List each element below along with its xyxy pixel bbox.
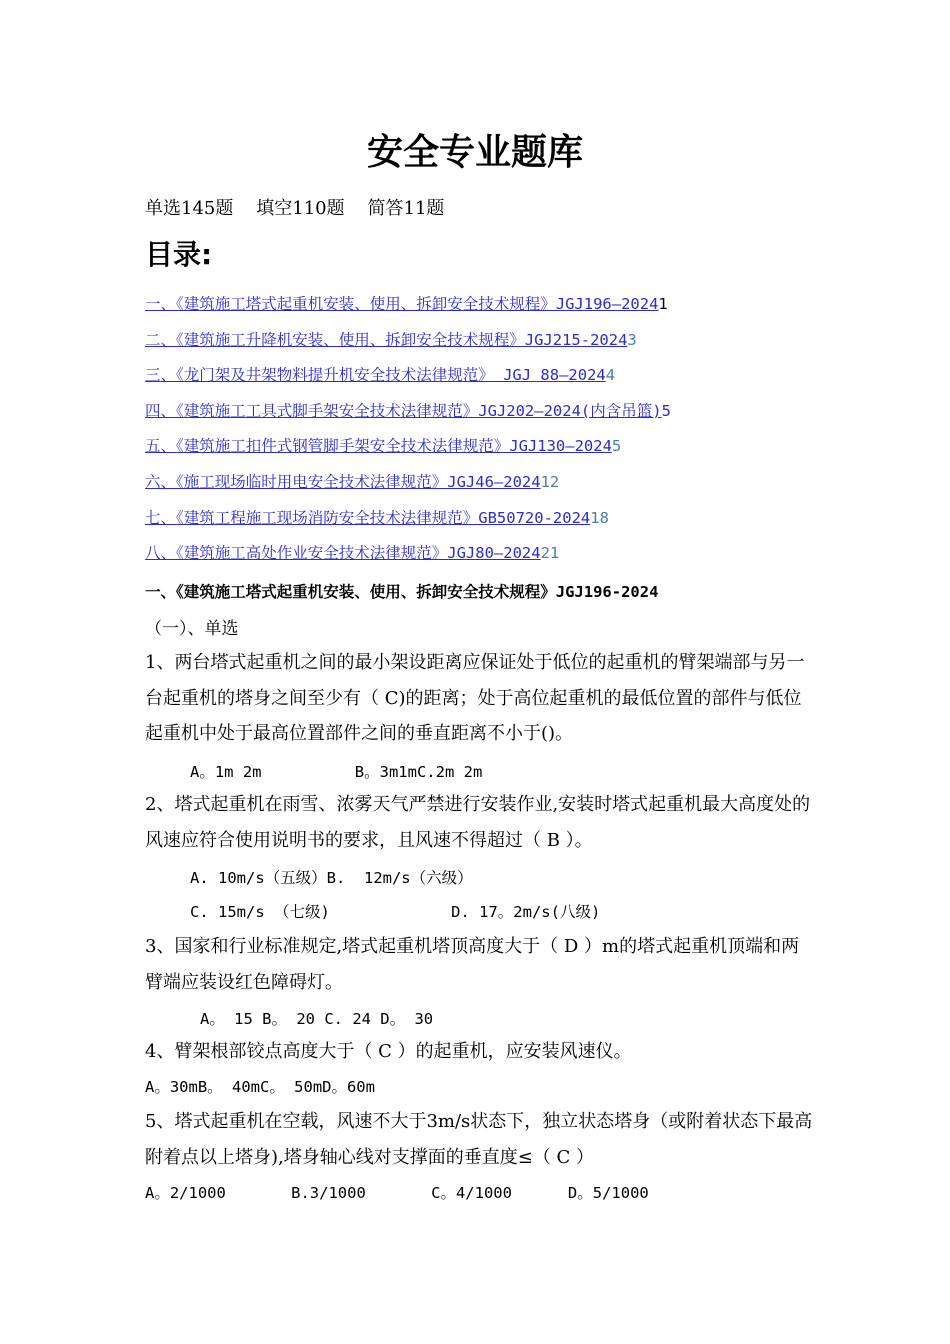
question-5-options: A。2/1000 B.3/1000 C。4/1000 D。5/1000 (145, 1184, 649, 1202)
question-count-summary: 单选145题 填空110题 简答11题 (145, 198, 445, 219)
toc-page-number: 18 (590, 508, 609, 527)
toc-link[interactable]: 三、《龙门架及井架物料提升机安全技术法律规范》 JGJ 88—2024 (145, 366, 606, 385)
question-3-options: A。 15 B。 20 C. 24 D。 30 (200, 1010, 434, 1028)
section-heading: 一、《建筑施工塔式起重机安装、使用、拆卸安全技术规程》JGJ196-2024 (145, 583, 659, 601)
toc-page-number: 3 (627, 330, 637, 349)
question-1-options: A。1m 2m B。3m1mC.2m 2m (190, 763, 483, 781)
toc-link[interactable]: 六、《施工现场临时用电安全技术法律规范》JGJ46—2024 (145, 472, 541, 491)
toc-heading: 目录: (145, 238, 213, 271)
toc-page-number: 5 (661, 401, 671, 420)
toc-page-number: 12 (540, 472, 560, 491)
toc-link[interactable]: 七、《建筑工程施工现场消防安全技术法律规范》GB50720-2024 (145, 508, 591, 527)
toc-entry[interactable] (145, 506, 825, 542)
toc-entry[interactable] (145, 434, 825, 470)
toc-page-number: 1 (658, 295, 668, 313)
toc-link[interactable]: 二、《建筑施工升降机安装、使用、拆卸安全技术规程》JGJ215-2024 (145, 330, 628, 349)
toc-page-number: 5 (611, 437, 622, 456)
question-4-options: A。30mB。 40mC。 50mD。60m (145, 1078, 375, 1096)
page-title: 安全专业题库 (366, 132, 583, 173)
toc-page-number: 4 (605, 366, 616, 385)
toc-link[interactable]: 八、《建筑施工高处作业安全技术法律规范》JGJ80—2024 (145, 544, 541, 563)
toc-entry[interactable] (145, 328, 825, 364)
toc-link[interactable]: 一、《建筑施工塔式起重机安装、使用、拆卸安全技术规程》JGJ196—2024 (145, 295, 659, 313)
table-of-contents (145, 292, 825, 577)
question-2: 2、塔式起重机在雨雪、浓雾天气严禁进行安装作业,安装时塔式起重机最大高度处的风速应符合使用说明书的要求，且风速不得超过（ B ）。 (145, 794, 811, 851)
toc-page-number: 21 (540, 544, 560, 563)
toc-entry[interactable] (145, 363, 825, 399)
question-2-options-row-1: A. 10m/s（五级）B. 12m/s（六级） (190, 869, 473, 887)
toc-link[interactable]: 四、《建筑施工工具式脚手架安全技术法律规范》JGJ202—2024(内含吊篮) (145, 401, 662, 420)
subsection-heading: （一）、单选 (145, 619, 239, 639)
question-4: 4、臂架根部铰点高度大于（ C ）的起重机，应安装风速仪。 (145, 1041, 632, 1062)
question-2-options-row-2: C. 15m/s （七级) D. 17。2m/s(八级) (190, 903, 601, 921)
toc-entry[interactable] (145, 470, 825, 506)
question-5: 5、塔式起重机在空载，风速不大于3m/s状态下，独立状态塔身（或附着状态下最高附着点以上塔身),塔身轴心线对支撑面的垂直度≤（ C ） (145, 1111, 813, 1168)
question-3: 3、国家和行业标准规定,塔式起重机塔顶高度大于（ D ）m的塔式起重机顶端和两臂端应装设红色障碍灯。 (145, 936, 800, 993)
toc-link[interactable]: 五、《建筑施工扣件式钢管脚手架安全技术法律规范》JGJ130—2024 (145, 437, 612, 456)
question-1: 1、两台塔式起重机之间的最小架设距离应保证处于低位的起重机的臂架端部与另一台起重机的塔身之间至少有（ C)的距离；处于高位起重机的最低位置的部件与低位起重机中处于最高位置部件之间的垂直距离不小于()。 (145, 652, 805, 744)
toc-entry[interactable] (145, 292, 825, 328)
toc-entry[interactable] (145, 541, 825, 577)
toc-entry[interactable] (145, 399, 825, 435)
